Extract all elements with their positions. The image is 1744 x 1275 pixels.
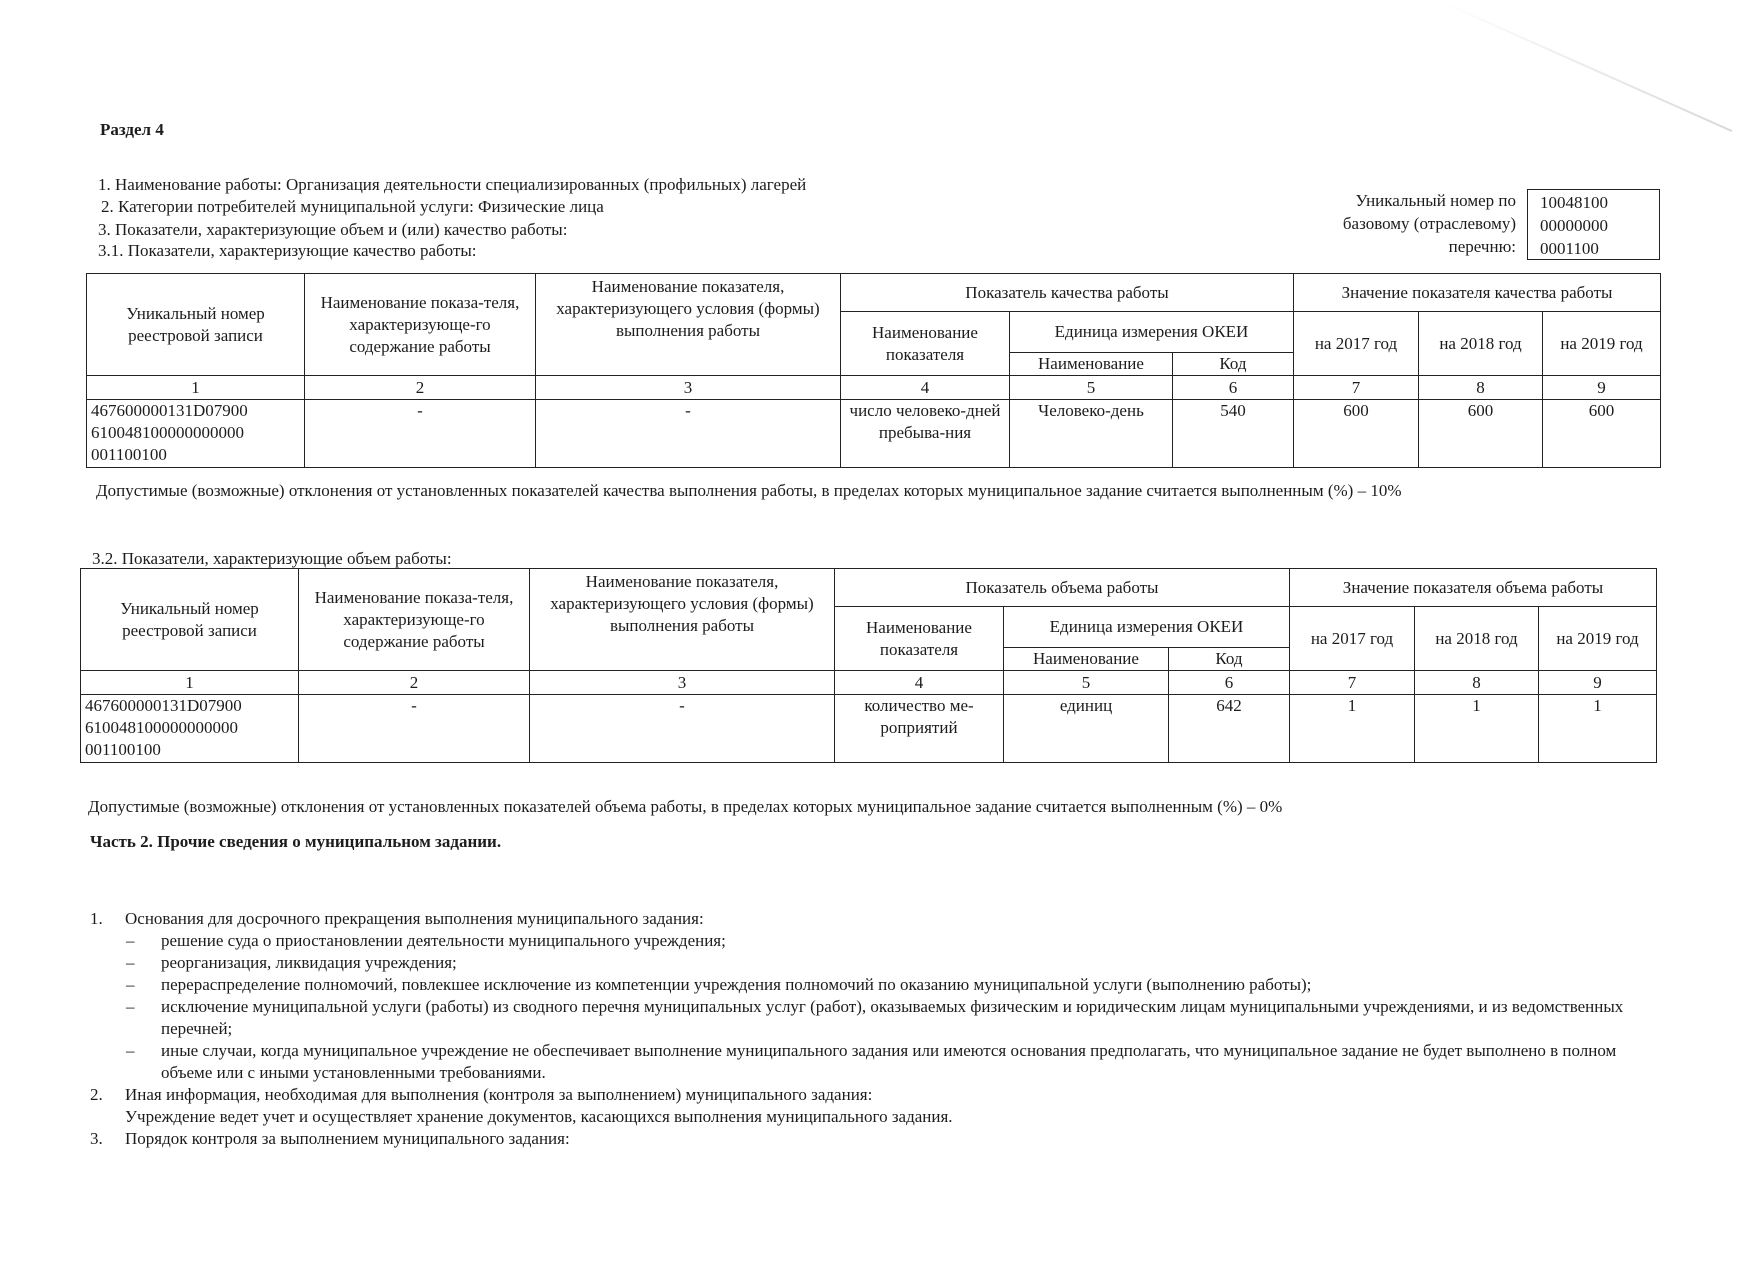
cell-unit-name: единиц xyxy=(1004,695,1169,763)
list-item xyxy=(90,1084,1645,1106)
cell-content: - xyxy=(305,400,536,468)
list-number: 2. xyxy=(90,1085,103,1104)
column-number: 1 xyxy=(81,671,299,695)
scan-fold-line xyxy=(1439,0,1732,132)
cell-content: - xyxy=(299,695,530,763)
header-unit-code: Код xyxy=(1169,648,1290,671)
list-item xyxy=(90,1128,1645,1150)
header-year-2019: на 2019 год xyxy=(1543,312,1661,376)
list-bullet: – иные случаи, когда муниципальное учреждение не обеспечивает выполнение муниципального задания или имеются основания предполагать, что муниципальное задание не будет выполнено в полном объеме или с иными установленными требованиями. xyxy=(90,1040,1645,1084)
header-indicator-name: Наименование показателя xyxy=(841,312,1010,376)
list-item xyxy=(90,908,1645,930)
header-quality-indicator: Показатель качества работы xyxy=(841,274,1294,312)
indicators-line: 3. Показатели, характеризующие объем и (или) качество работы: xyxy=(98,220,568,239)
header-content: Наименование показа-теля, характеризующе-го содержание работы xyxy=(299,569,530,671)
table-row xyxy=(81,695,1657,763)
column-number: 2 xyxy=(305,376,536,400)
list-bullet: – реорганизация, ликвидация учреждения; xyxy=(90,952,1645,974)
column-number: 6 xyxy=(1173,376,1294,400)
column-number: 8 xyxy=(1415,671,1539,695)
registry-label-line: Уникальный номер по xyxy=(1355,191,1516,210)
header-unit: Единица измерения ОКЕИ xyxy=(1010,312,1294,353)
cell-value-2018: 1 xyxy=(1415,695,1539,763)
header-indicator-name: Наименование показателя xyxy=(835,607,1004,671)
column-number: 9 xyxy=(1539,671,1657,695)
quality-indicators-table xyxy=(86,273,1661,468)
list-number: 3. xyxy=(90,1129,103,1148)
column-number: 1 xyxy=(87,376,305,400)
registry-code-line: 0001100 xyxy=(1540,239,1599,258)
column-number: 5 xyxy=(1010,376,1173,400)
registry-code-line: 00000000 xyxy=(1540,216,1608,235)
volume-indicators-heading: 3.2. Показатели, характеризующие объем работы: xyxy=(92,549,452,568)
column-number: 4 xyxy=(841,376,1010,400)
registry-code-line: 10048100 xyxy=(1540,193,1608,212)
registry-number-label xyxy=(1343,189,1516,258)
list-item-text: Основания для досрочного прекращения выполнения муниципального задания: xyxy=(125,909,704,928)
section-title: Раздел 4 xyxy=(100,120,164,139)
list-item-text: Иная информация, необходимая для выполнения (контроля за выполнением) муниципального задания: xyxy=(125,1085,873,1104)
header-unique-number: Уникальный номер реестровой записи xyxy=(87,274,305,376)
header-year-2018: на 2018 год xyxy=(1415,607,1539,671)
header-unit: Единица измерения ОКЕИ xyxy=(1004,607,1290,648)
column-number: 9 xyxy=(1543,376,1661,400)
list-number: 1. xyxy=(90,909,103,928)
quality-deviation-note: Допустимые (возможные) отклонения от установленных показателей качества выполнения работы, в пределах которых муниципальное задание считается выполненным (%) – 10% xyxy=(96,481,1402,500)
cell-value-2017: 1 xyxy=(1290,695,1415,763)
registry-number-box xyxy=(1527,189,1660,260)
table-row xyxy=(87,400,1661,468)
column-number: 7 xyxy=(1290,671,1415,695)
header-unit-name: Наименование xyxy=(1010,353,1173,376)
header-unit-code: Код xyxy=(1173,353,1294,376)
consumer-category-line: 2. Категории потребителей муниципальной услуги: Физические лица xyxy=(101,197,604,216)
cell-value-2018: 600 xyxy=(1419,400,1543,468)
column-number: 8 xyxy=(1419,376,1543,400)
column-number: 4 xyxy=(835,671,1004,695)
volume-deviation-note: Допустимые (возможные) отклонения от установленных показателей объема работы, в пределах которых муниципальное задание считается выполненным (%) – 0% xyxy=(88,797,1283,816)
header-conditions: Наименование показателя, характеризующего условия (формы) выполнения работы xyxy=(536,274,841,376)
list-bullet: – решение суда о приостановлении деятельности муниципального учреждения; xyxy=(90,930,1645,952)
cell-value-2017: 600 xyxy=(1294,400,1419,468)
quality-indicators-heading: 3.1. Показатели, характеризующие качество работы: xyxy=(98,241,477,260)
header-quality-value: Значение показателя качества работы xyxy=(1294,274,1661,312)
list-item-text: Порядок контроля за выполнением муниципального задания: xyxy=(125,1129,570,1148)
cell-value-2019: 1 xyxy=(1539,695,1657,763)
cell-indicator-name: число человеко-дней пребыва-ния xyxy=(841,400,1010,468)
header-unit-name: Наименование xyxy=(1004,648,1169,671)
work-name-line: 1. Наименование работы: Организация деятельности специализированных (профильных) лагерей xyxy=(98,175,807,194)
header-conditions: Наименование показателя, характеризующего условия (формы) выполнения работы xyxy=(530,569,835,671)
column-number: 3 xyxy=(530,671,835,695)
cell-unit-name: Человеко-день xyxy=(1010,400,1173,468)
list-bullet: – исключение муниципальной услуги (работы) из сводного перечня муниципальных услуг (работ), оказываемых физическим и юридическим лицам муниципальными учреждениями, и из ведомственных перечней; xyxy=(90,996,1645,1040)
registry-label-line: базовому (отраслевому) xyxy=(1342,214,1516,233)
registry-label-line: перечню: xyxy=(1448,237,1516,256)
column-number: 3 xyxy=(536,376,841,400)
cell-unit-code: 642 xyxy=(1169,695,1290,763)
header-year-2017: на 2017 год xyxy=(1294,312,1419,376)
header-unique-number: Уникальный номер реестровой записи xyxy=(81,569,299,671)
header-volume-value: Значение показателя объема работы xyxy=(1290,569,1657,607)
header-year-2019: на 2019 год xyxy=(1539,607,1657,671)
cell-unique-number: 467600000131D07900 610048100000000000 001100100 xyxy=(87,400,305,468)
list-bullet: – перераспределение полномочий, повлекшее исключение из компетенции учреждения полномочий по оказанию муниципальной услуги (выполнению работы); xyxy=(90,974,1645,996)
column-number: 6 xyxy=(1169,671,1290,695)
cell-value-2019: 600 xyxy=(1543,400,1661,468)
column-number: 2 xyxy=(299,671,530,695)
cell-indicator-name: количество ме-роприятий xyxy=(835,695,1004,763)
header-content: Наименование показа-теля, характеризующе-го содержание работы xyxy=(305,274,536,376)
column-number: 5 xyxy=(1004,671,1169,695)
column-number: 7 xyxy=(1294,376,1419,400)
part2-list xyxy=(90,908,1645,1150)
cell-unique-number: 467600000131D07900 610048100000000000 001100100 xyxy=(81,695,299,763)
header-volume-indicator: Показатель объема работы xyxy=(835,569,1290,607)
volume-indicators-table xyxy=(80,568,1657,763)
cell-conditions: - xyxy=(530,695,835,763)
cell-conditions: - xyxy=(536,400,841,468)
part2-title: Часть 2. Прочие сведения о муниципальном задании. xyxy=(90,832,502,851)
header-year-2017: на 2017 год xyxy=(1290,607,1415,671)
list-item-continuation: Учреждение ведет учет и осуществляет хранение документов, касающихся выполнения муниципального задания. xyxy=(125,1107,953,1126)
cell-unit-code: 540 xyxy=(1173,400,1294,468)
header-year-2018: на 2018 год xyxy=(1419,312,1543,376)
